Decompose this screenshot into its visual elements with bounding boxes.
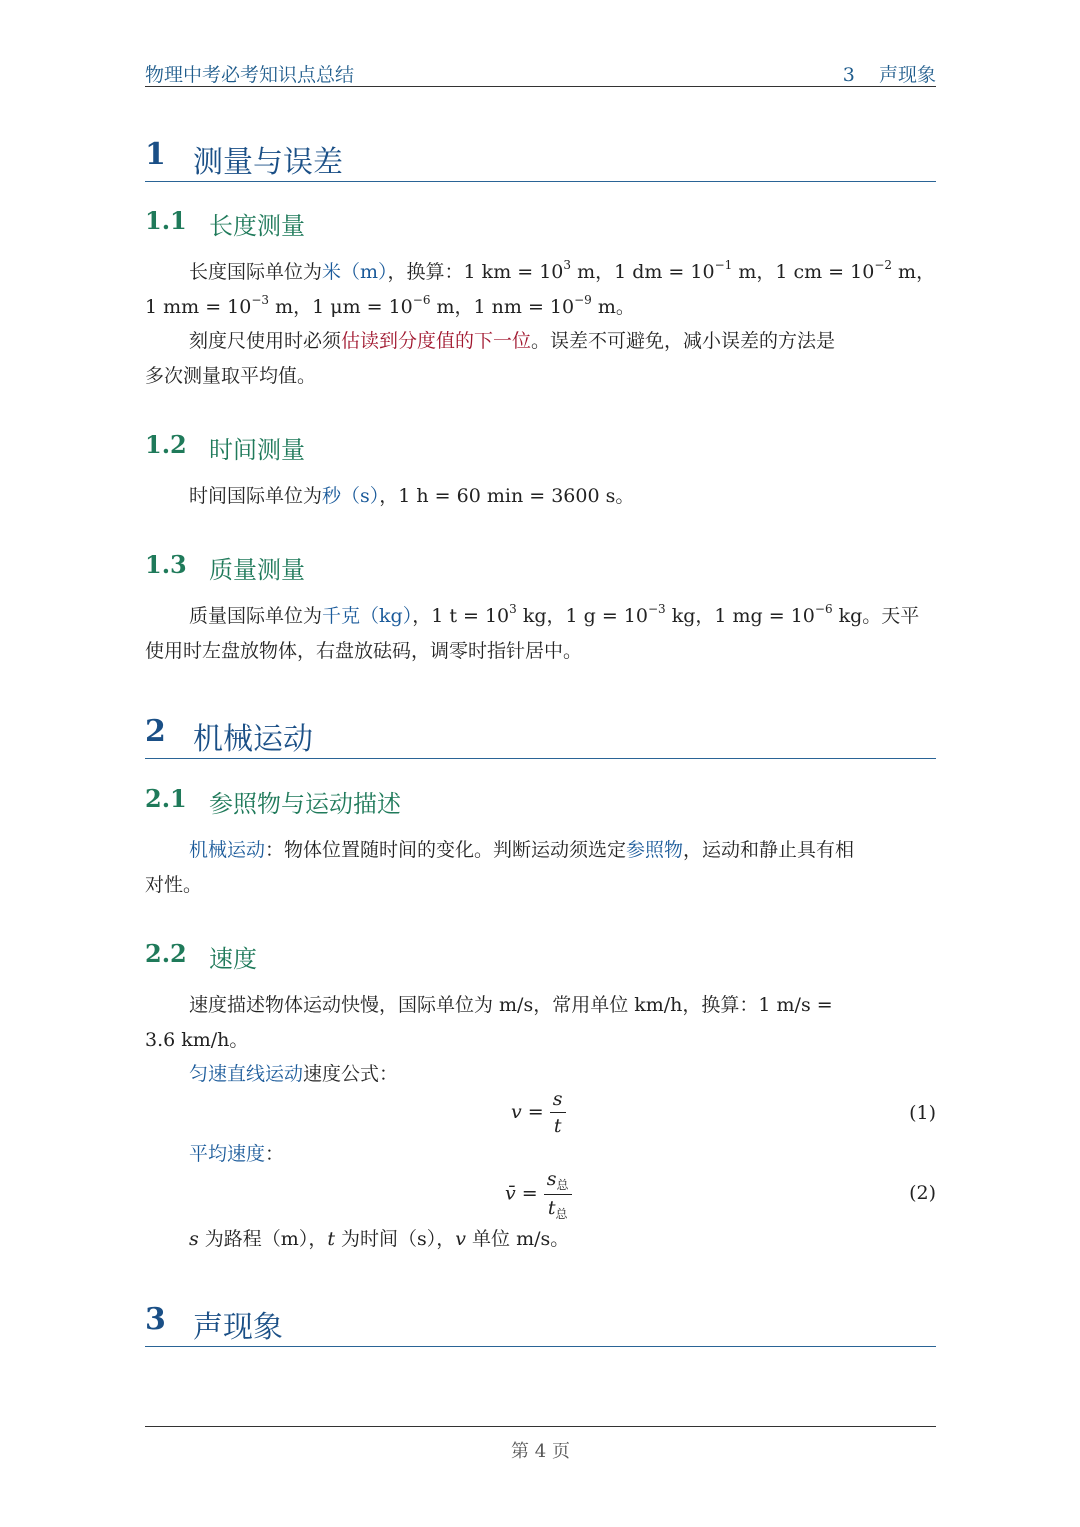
exponent: −2	[874, 257, 893, 272]
running-header	[145, 58, 936, 87]
text-run: ，运动和静止具有相	[683, 839, 855, 861]
text-run: ，换算：1 km = 10	[387, 261, 564, 283]
page-footer	[145, 1426, 936, 1463]
subsection-number: 1.2	[145, 430, 187, 459]
emphasis-estimate: 估读到分度值的下一位	[341, 330, 532, 352]
paragraph-length-line2	[145, 290, 936, 325]
document-page	[145, 0, 936, 1527]
subscript: 总	[555, 1207, 568, 1221]
equation-lhs: v̄ =	[505, 1182, 538, 1205]
term-unit-kilogram: 千克（kg）	[322, 605, 413, 627]
paragraph-scale-line2: 多次测量取平均值。	[145, 365, 317, 387]
section-title: 机械运动	[193, 722, 313, 757]
text-run: 单位 m/s。	[466, 1228, 570, 1250]
fraction	[544, 1166, 572, 1223]
subsection-title: 长度测量	[209, 212, 305, 240]
text-run: m，1 nm = 10	[430, 296, 575, 318]
paragraph-time	[145, 479, 980, 514]
subsection-title: 速度	[209, 945, 257, 973]
numerator: s	[550, 1086, 566, 1113]
term-mechanical-motion: 机械运动	[189, 839, 266, 861]
text-run: kg。天平	[832, 605, 920, 627]
numerator	[544, 1166, 572, 1195]
section-title: 声现象	[193, 1310, 283, 1345]
text-run: 为路程（m），	[198, 1228, 328, 1250]
exponent: −6	[412, 292, 431, 307]
text-run: 质量国际单位为	[189, 605, 323, 627]
subsection-number: 1.3	[145, 550, 187, 579]
fraction	[550, 1086, 566, 1139]
numerator-var: s	[546, 1168, 557, 1190]
paragraph-mechanical-line1	[145, 833, 980, 868]
text-run: 。误差不可避免，减小误差的方法是	[531, 330, 836, 352]
text-run: 长度国际单位为	[189, 261, 323, 283]
text-run: m，1 dm = 10	[571, 261, 715, 283]
section-heading-2	[145, 712, 936, 759]
exponent: 3	[563, 257, 572, 272]
paragraph-variables	[145, 1222, 980, 1257]
denominator	[544, 1195, 572, 1223]
subsection-title: 时间测量	[209, 436, 305, 464]
text-run: ：物体位置随时间的变化。判断运动须选定	[265, 839, 627, 861]
subscript: 总	[556, 1178, 569, 1192]
section-heading-3	[145, 1300, 936, 1347]
denominator: t	[553, 1115, 562, 1137]
term-reference-object: 参照物	[626, 839, 684, 861]
section-title: 测量与误差	[193, 145, 343, 180]
page-number: 第 4 页	[511, 1441, 570, 1462]
text-run: 刻度尺使用时必须	[189, 330, 342, 352]
exponent: −1	[714, 257, 733, 272]
equation-number: (1)	[909, 1102, 936, 1124]
section-number: 1	[145, 137, 166, 172]
text-run: ，1 t = 10	[412, 605, 510, 627]
var-s: s	[189, 1228, 199, 1250]
exponent: −6	[814, 601, 833, 616]
paragraph-speed-line2: 3.6 km/h。	[145, 1029, 249, 1051]
text-run: m，1 cm = 10	[732, 261, 875, 283]
text-run: 时间国际单位为	[189, 485, 323, 507]
equation-body	[511, 1086, 566, 1139]
text-run: kg，1 g = 10	[516, 605, 648, 627]
exponent: −3	[647, 601, 666, 616]
header-section: 3 声现象	[842, 64, 936, 86]
paragraph-mechanical-line2: 对性。	[145, 874, 203, 896]
text-run: ，1 h = 60 min = 3600 s。	[379, 485, 635, 507]
var-v: v	[455, 1228, 466, 1250]
paragraph-scale-line1	[145, 324, 980, 359]
subsection-number: 2.2	[145, 939, 187, 968]
subsection-number: 1.1	[145, 206, 187, 235]
text-run: 速度公式：	[303, 1063, 399, 1085]
exponent: −3	[251, 292, 270, 307]
text-run: ：	[265, 1143, 285, 1165]
section-heading-1	[145, 135, 936, 182]
header-title: 物理中考必考知识点总结	[145, 64, 355, 86]
term-unit-meter: 米（m）	[322, 261, 388, 283]
text-run: m。	[591, 296, 635, 318]
text-run: kg，1 mg = 10	[665, 605, 815, 627]
term-uniform-motion: 匀速直线运动	[189, 1063, 304, 1085]
equation-body	[505, 1166, 572, 1223]
paragraph-mass-line2: 使用时左盘放物体，右盘放砝码，调零时指针居中。	[145, 640, 583, 662]
var-t: t	[327, 1228, 335, 1250]
section-number: 3	[145, 1302, 166, 1337]
exponent: 3	[509, 601, 517, 616]
subsection-title: 质量测量	[209, 556, 305, 584]
equation-number: (2)	[909, 1182, 936, 1204]
paragraph-speed-line1: 速度描述物体运动快慢，国际单位为 m/s，常用单位 km/h，换算：1 m/s =	[189, 994, 833, 1016]
text-run: m，1 μm = 10	[269, 296, 413, 318]
equation-lhs: v =	[511, 1100, 544, 1123]
section-number: 2	[145, 714, 166, 749]
paragraph-mass-line1	[145, 599, 980, 634]
exponent: −9	[574, 292, 592, 307]
text-run: 为时间（s），	[334, 1228, 456, 1250]
term-average-speed: 平均速度	[189, 1143, 266, 1165]
text-run: 1 mm = 10	[145, 296, 252, 318]
denominator-var: t	[547, 1197, 556, 1219]
paragraph-length-line1	[145, 255, 980, 290]
subsection-title: 参照物与运动描述	[209, 790, 401, 818]
term-unit-second: 秒（s）	[322, 485, 380, 507]
subsection-number: 2.1	[145, 784, 187, 813]
text-run: m，	[892, 261, 936, 283]
